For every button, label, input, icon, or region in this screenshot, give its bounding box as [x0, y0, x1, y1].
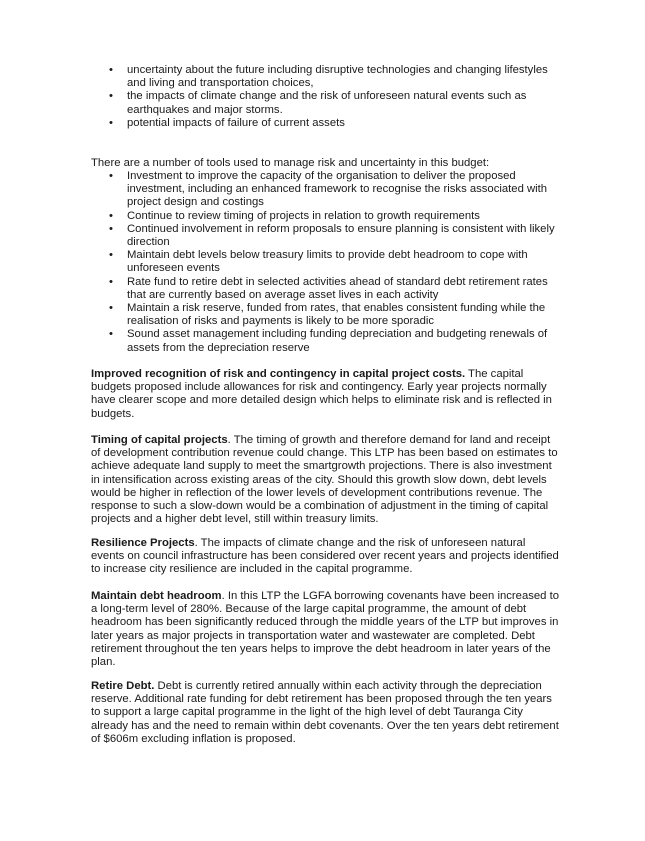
section-heading: Timing of capital projects: [91, 434, 228, 446]
section-heading: Improved recognition of risk and contingency in capital project costs.: [91, 368, 466, 380]
list-item: • Maintain debt levels below treasury limits to provide debt headroom to cope with unforeseen events: [109, 249, 559, 275]
section-body: Debt is currently retired annually within each activity through the depreciation reserve. Additional rate funding for debt retirement has been proposed through the ten years to support a large capital programme in the light of the high level of debt Tauranga City already has and the need to remain within debt covenants. Over the ten years debt retirement of $606m excluding inflation is proposed.: [91, 680, 559, 745]
section-risk-contingency: [91, 368, 561, 421]
list-item: • Sound asset management including funding depreciation and budgeting renewals of assets from the depreciation reserve: [109, 328, 559, 354]
list-item: • Maintain a risk reserve, funded from rates, that enables consistent funding while the realisation of risks and payments is likely to be more sporadic: [109, 302, 559, 328]
section-debt-headroom: [91, 590, 561, 669]
section-body: The capital budgets proposed include allowances for risk and contingency. Early year projects normally have clearer scope and more detailed design which helps to eliminate risk and is reflected in budgets.: [91, 368, 552, 420]
list-item: • potential impacts of failure of current assets: [109, 117, 559, 130]
list-item: • the impacts of climate change and the risk of unforeseen natural events such as earthquakes and major storms.: [109, 90, 559, 116]
tools-bullet-list: [109, 170, 559, 355]
section-timing: [91, 434, 561, 526]
list-item: • Continue to review timing of projects in relation to growth requirements: [109, 210, 559, 223]
section-heading: Retire Debt.: [91, 680, 155, 692]
section-retire-debt: [91, 680, 561, 746]
section-body: . The timing of growth and therefore demand for land and receipt of development contribution revenue could change. This LTP has been based on estimates to achieve adequate land supply to meet the smartgrowth projections. There is also investment in intensification across existing areas of the city. Should this growth slow down, debt levels would be higher in reflection of the lower levels of development contributions revenue. The response to such a slow-down would be a combination of adjustment in the timing of capital projects and a higher debt level, still within treasury limits.: [91, 434, 558, 526]
risk-bullet-list: [109, 64, 559, 130]
list-item: • Rate fund to retire debt in selected activities ahead of standard debt retirement rates that are currently based on average asset lives in each activity: [109, 276, 559, 302]
section-heading: Resilience Projects: [91, 537, 195, 549]
list-item: • Investment to improve the capacity of the organisation to deliver the proposed investment, including an enhanced framework to recognise the risks associated with project design and costings: [109, 170, 559, 210]
tools-intro: There are a number of tools used to manage risk and uncertainty in this budget:: [91, 157, 490, 169]
section-body: . The impacts of climate change and the risk of unforeseen natural events on council infrastructure has been considered over recent years and projects identified to increase city resilience are included in the capital programme.: [91, 537, 559, 576]
section-heading: Maintain debt headroom: [91, 590, 222, 602]
section-resilience: [91, 537, 561, 577]
list-item: • uncertainty about the future including disruptive technologies and changing lifestyles and living and transportation choices,: [109, 64, 559, 90]
list-item: • Continued involvement in reform proposals to ensure planning is consistent with likely direction: [109, 223, 559, 249]
section-body: . In this LTP the LGFA borrowing covenants have been increased to a long-term level of 280%. Because of the large capital programme, the amount of debt headroom has been significantly reduced through the middle years of the LTP but improves in later years as major projects in transportation water and wastewater are completed. Debt retirement throughout the ten years helps to improve the debt headroom in later years of the plan.: [91, 590, 560, 669]
